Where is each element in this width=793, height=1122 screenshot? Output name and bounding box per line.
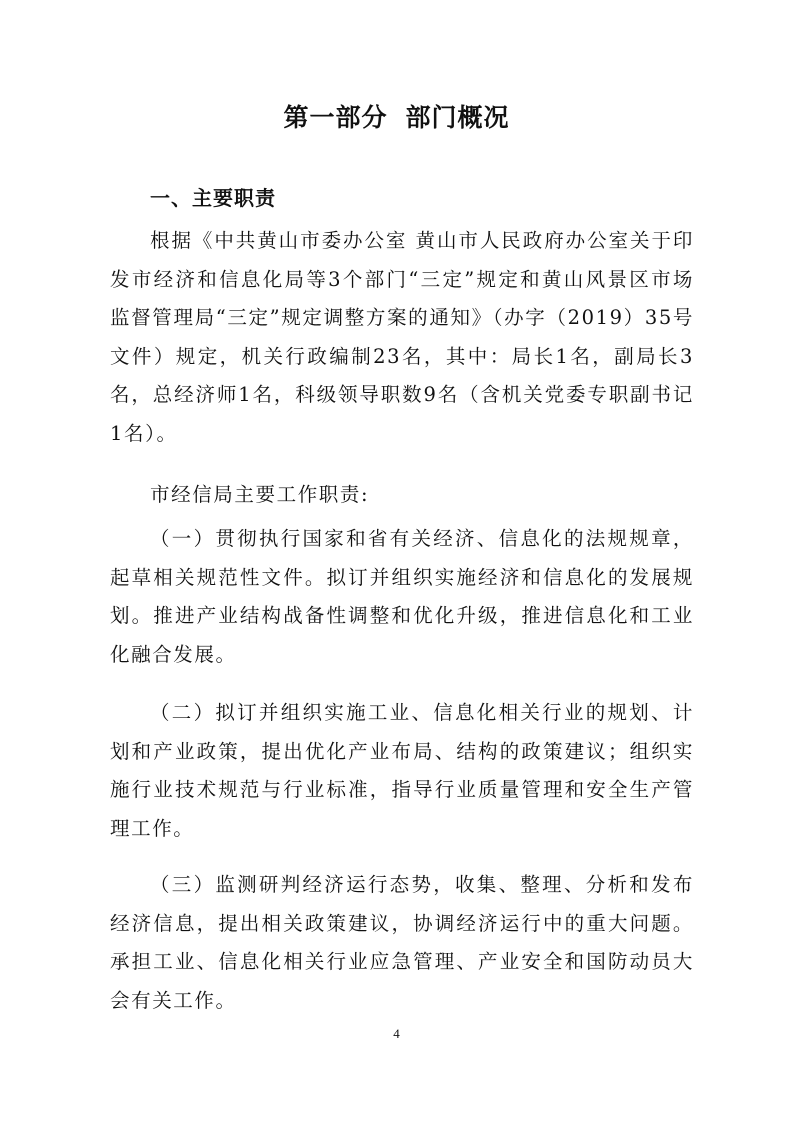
page-title-part: 第一部分 bbox=[283, 103, 388, 132]
paragraph-text: （一）贯彻执行国家和省有关经济、信息化的法规规章，起草相关规范性文件。拟订并组织实施经济和信息化的发展规划。推进产业结构战备性调整和优化升级，推进信息化和工业化融合发展。 bbox=[110, 527, 694, 666]
paragraph-text: （三）监测研判经济运行态势，收集、整理、分析和发布经济信息，提出相关政策建议，协调经济运行中的重大问题。承担工业、信息化相关行业应急管理、产业安全和国防动员大会有关工作。 bbox=[110, 873, 694, 1012]
page-number: 4 bbox=[393, 1026, 400, 1041]
paragraph-duty-3 bbox=[110, 866, 694, 1020]
page-title bbox=[0, 98, 793, 138]
paragraph-text: 根据《中共黄山市委办公室 黄山市人民政府办公室关于印发市经济和信息化局等3个部门“三定”规定和黄山风景区市场监督管理局“三定”规定调整方案的通知》（办字（2019）35号文件）规定，机关行政编制23名，其中：局长1名，副局长3名，总经济师1名，科级领导职数9名（含机关党委专职副书记1名）。 bbox=[110, 229, 694, 445]
section-heading: 一、主要职责 bbox=[150, 186, 276, 210]
paragraph-duties-intro bbox=[110, 476, 694, 515]
paragraph-text: 市经信局主要工作职责: bbox=[150, 483, 370, 506]
paragraph-duty-2 bbox=[110, 694, 694, 848]
paragraph-staffing bbox=[110, 222, 694, 453]
paragraph-text: （二）拟订并组织实施工业、信息化相关行业的规划、计划和产业政策，提出优化产业布局、结构的政策建议；组织实施行业技术规范与行业标准，指导行业质量管理和安全生产管理工作。 bbox=[110, 701, 694, 840]
paragraph-duty-1 bbox=[110, 520, 694, 674]
page-title-section: 部门概况 bbox=[405, 103, 510, 132]
